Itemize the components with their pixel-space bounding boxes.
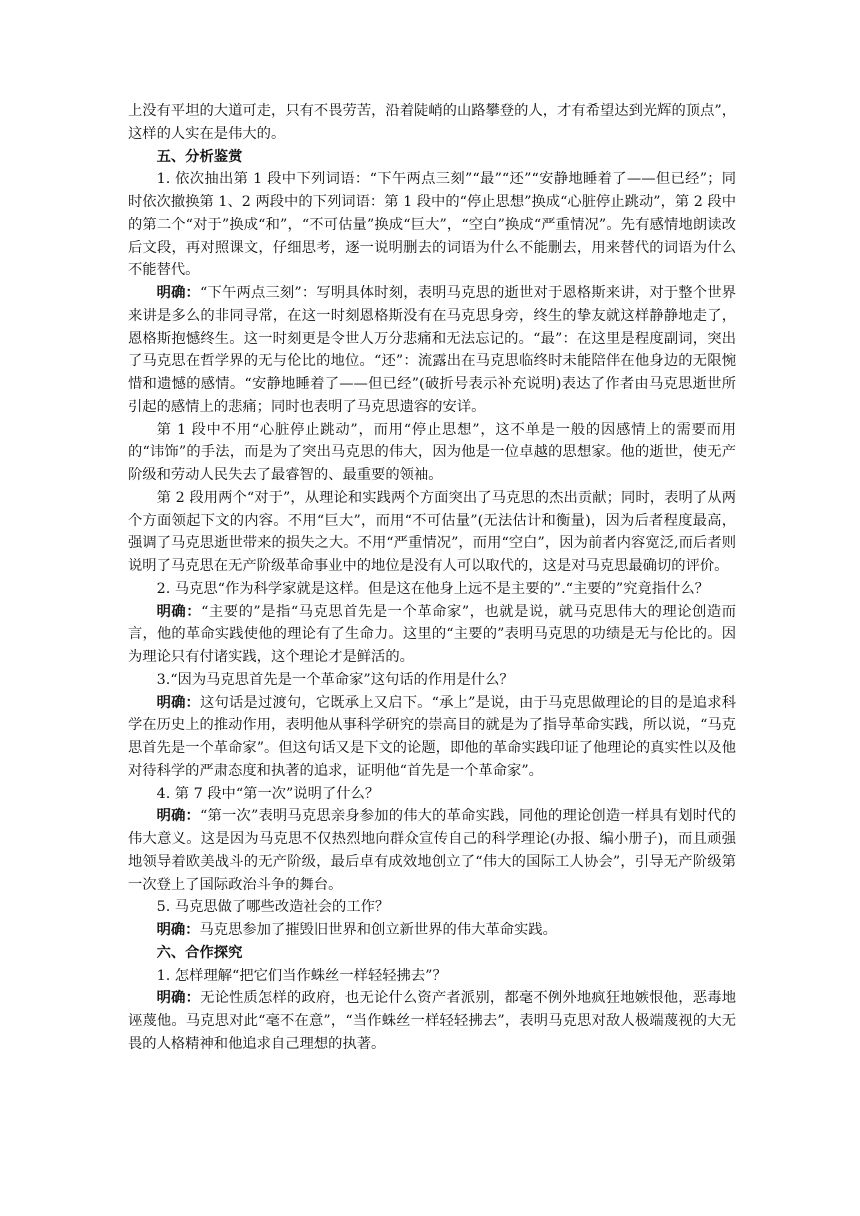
- question-6: 1. 怎样理解“把它们当作蛛丝一样轻轻拂去”？: [156, 967, 447, 984]
- answer-1-paragraph-3: 第 2 段用两个“对于”，从理论和实践两个方面突出了马克思的杰出贡献；同时，表明了从两个方面领起下文的内容。不用“巨大”，而用“不可估量”(无法估计和衡量)，因为后者程度最高，强调了马克思逝世带来的损失之大。不用“严重情况”，而用“空白”，因为前者内容宽泛,而后者则说明了马克思在无产阶级革命事业中的地位是没有人可以取代的，这是对马克思最确切的评价。: [128, 489, 736, 574]
- answer-3: [128, 692, 736, 783]
- answer-4: [128, 805, 736, 896]
- section-heading-cooperation: 六、合作探究: [156, 944, 243, 961]
- answer-2: [128, 601, 736, 669]
- answer-1: [128, 282, 736, 419]
- continued-paragraph: 上没有平坦的大道可走，只有不畏劳苦，沿着陡峭的山路攀登的人，才有希望达到光辉的顶点”，这样的人实在是伟大的。: [128, 103, 736, 142]
- question-2: 2. 马克思“作为科学家就是这样。但是这在他身上远不是主要的”.“主要的”究竟指什么？: [156, 580, 709, 597]
- answer-text: “第一次”表明马克思亲身参加的伟大的革命实践，同他的理论创造一样具有划时代的伟大意义。这是因为马克思不仅热烈地向群众宣传自己的科学理论(办报、编小册子)，而且顽强地领导着欧美战斗的无产阶级，最后卓有成效地创立了“伟大的国际工人协会”，引导无产阶级第一次登上了国际政治斗争的舞台。: [128, 808, 736, 893]
- document-page: [128, 100, 736, 1056]
- answer-label: 明确：: [156, 990, 201, 1007]
- answer-6: [128, 987, 736, 1055]
- answer-text: 这句话是过渡句，它既承上又启下。“承上”是说，由于马克思做理论的目的是追求科学在历史上的推动作用，表明他从事科学研究的崇高目的就是为了指导革命实践，所以说，“马克思首先是一个革命家”。但这句话又是下文的论题，即他的革命实践印证了他理论的真实性以及他对待科学的严肃态度和执著的追求，证明他“首先是一个革命家”。: [128, 694, 736, 779]
- answer-1-paragraph-2: 第 1 段中不用“心脏停止跳动”，而用“停止思想”，这不单是一般的因感情上的需要而用的“讳饰”的手法，而是为了突出马克思的伟大，因为他是一位卓越的思想家。他的逝世，使无产阶级和劳动人民失去了最睿智的、最重要的领袖。: [128, 421, 736, 483]
- section-heading-analysis: 五、分析鉴赏: [156, 148, 243, 165]
- answer-label: 明确：: [156, 694, 201, 711]
- answer-label: 明确：: [156, 922, 200, 938]
- answer-text: “主要的”是指“马克思首先是一个革命家”，也就是说，就马克思伟大的理论创造而言，他的革命实践使他的理论有了生命力。这里的“主要的”表明马克思的功绩是无与伦比的。因为理论只有付诸实践，这个理论才是鲜活的。: [128, 603, 737, 665]
- answer-label: 明确：: [156, 285, 201, 301]
- answer-5: [128, 919, 736, 942]
- answer-text: 马克思参加了摧毁旧世界和创立新世界的伟大革命实践。: [199, 922, 557, 938]
- question-3: 3.“因为马克思首先是一个革命家”这句话的作用是什么？: [156, 671, 514, 688]
- question-5: 5. 马克思做了哪些改造社会的工作？: [156, 899, 390, 916]
- question-1: 1. 依次抽出第 1 段中下列词语：“下午两点三刻”“最”“还”“安静地睡着了——但已经”；同时依次撤换第 1、2 两段中的下列词语：第 1 段中的“停止思想”换成“心脏停止跳动”，第 2 段中的第二个“对于”换成“和”，“不可估量”换成“巨大”，“空白”换成“严重情况”。先有感情地朗读改后文段，再对照课文，仔细思考，逐一说明删去的词语为什么不能删去，用来替代的词语为什么不能替代。: [128, 171, 736, 279]
- answer-label: 明确：: [156, 603, 202, 620]
- answer-label: 明确：: [156, 808, 201, 825]
- question-4: 4. 第 7 段中“第一次”说明了什么？: [156, 785, 380, 802]
- answer-text: 无论性质怎样的政府，也无论什么资产者派别，都毫不例外地疯狂地嫉恨他，恶毒地诬蔑他。马克思对此“毫不在意”，“当作蛛丝一样轻轻拂去”，表明马克思对敌人极端蔑视的大无畏的人格精神和他追求自己理想的执著。: [128, 990, 737, 1052]
- answer-text: “下午两点三刻”：写明具体时刻，表明马克思的逝世对于恩格斯来讲，对于整个世界来讲是多么的非同寻常，在这一时刻恩格斯没有在马克思身旁，终生的挚友就这样静静地走了，恩格斯抱憾终生。这一时刻更是令世人万分悲痛和无法忘记的。“最”：在这里是程度副词，突出了马克思在哲学界的无与伦比的地位。“还”：流露出在马克思临终时未能陪伴在他身边的无限惋惜和遗憾的感情。“安静地睡着了——但已经”(破折号表示补充说明)表达了作者由马克思逝世所引起的感情上的悲痛；同时也表明了马克思遗容的安详。: [128, 285, 736, 415]
